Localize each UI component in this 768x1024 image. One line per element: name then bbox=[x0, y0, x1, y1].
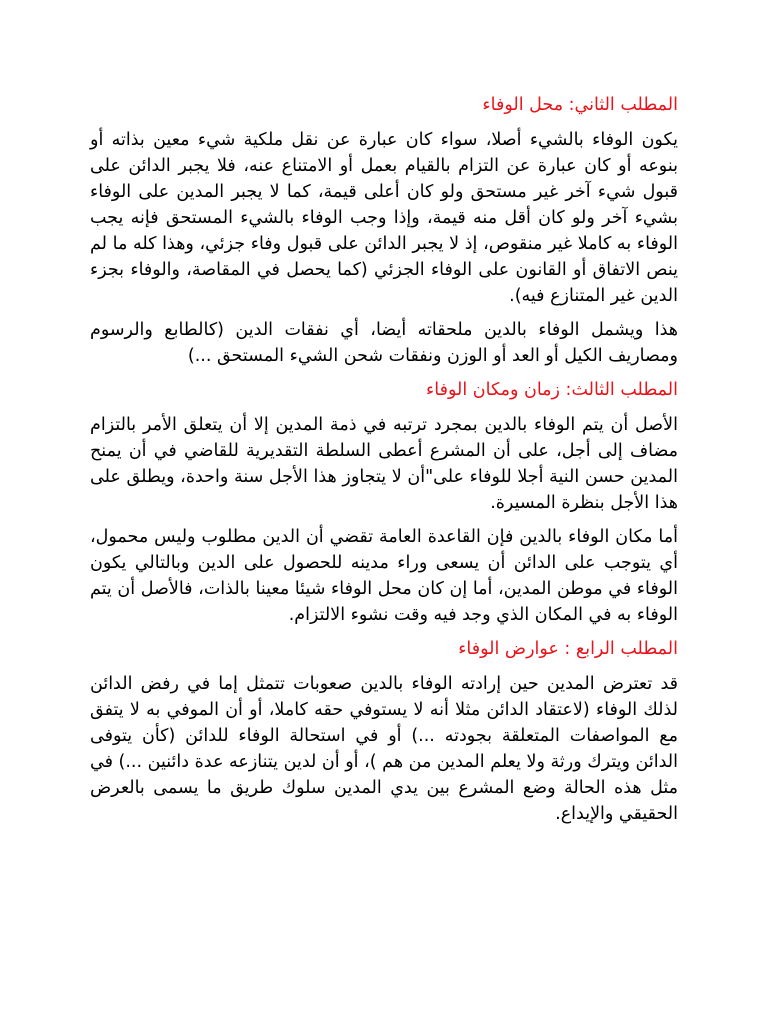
section-heading-time-and-place: المطلب الثالث: زمان ومكان الوفاء bbox=[426, 380, 678, 400]
paragraph-debt-accessories: هذا ويشمل الوفاء بالدين ملحقاته أيضا، أي نفقات الدين (كالطابع والرسوم ومصاريف الكيل أو العد أو الوزن ونفقات شحن الشيء المستحق ...) bbox=[90, 320, 678, 366]
document-page bbox=[90, 92, 678, 835]
section-heading-place-of-payment: المطلب الثاني: محل الوفاء bbox=[482, 95, 678, 115]
section-heading-payment-obstacles: المطلب الرابع : عوارض الوفاء bbox=[458, 639, 678, 659]
paragraph-payment-object: يكون الوفاء بالشيء أصلا، سواء كان عبارة عن نقل ملكية شيء معين بذاته أو بنوعه أو كان عبارة عن التزام بالقيام بعمل أو الامتناع عنه، فلا يجبر الدائن على قبول شيء آخر غير مستحق ولو كان أعلى قيمة، كما لا يجبر المدين على الوفاء بشيء آخر ولو كان أقل منه قيمة، وإذا وجب الوفاء بالشيء المستحق فإنه يجب الوفاء به كاملا غير منقوص، إذ لا يجبر الدائن على قبول وفاء جزئي، وهذا كله ما لم ينص الاتفاق أو القانون على الوفاء الجزئي (كما يحصل في المقاصة، والوفاء بجزء الدين غير المتنازع فيه). bbox=[90, 130, 678, 306]
paragraph-payment-time: الأصل أن يتم الوفاء بالدين بمجرد ترتبه في ذمة المدين إلا أن يتعلق الأمر بالتزام مضاف إلى أجل، على أن المشرع أعطى السلطة التقديرية للقاضي في أن يمنح المدين حسن النية أجلا للوفاء على"أن لا يتجاوز هذا الأجل سنة واحدة، ويطلق على هذا الأجل بنظرة المسيرة. bbox=[90, 415, 678, 513]
paragraph-payment-place: أما مكان الوفاء بالدين فإن القاعدة العامة تقضي أن الدين مطلوب وليس محمول، أي يتوجب على الدائن أن يسعى وراء مدينه للحصول على الدين وبالتالي يكون الوفاء في موطن المدين، أما إن كان محل الوفاء شيئا معينا بالذات، فالأصل أن يتم الوفاء به في المكان الذي وجد فيه وقت نشوء الالتزام. bbox=[90, 527, 678, 625]
paragraph-payment-obstacles: قد تعترض المدين حين إرادته الوفاء بالدين صعوبات تتمثل إما في رفض الدائن لذلك الوفاء (لاعتقاد الدائن مثلا أنه لا يستوفي حقه كاملا، أو أن الموفي به لا يتفق مع المواصفات المتعلقة بجودته ...) أو في استحالة الوفاء للدائن (كأن يتوفى الدائن ويترك ورثة ولا يعلم المدين من هم )، أو أن لدين يتنازعه عدة دائنين ...) في مثل هذه الحالة وضع المشرع بين يدي المدين سلوك طريق ما يسمى بالعرض الحقيقي والإيداع. bbox=[90, 674, 678, 824]
